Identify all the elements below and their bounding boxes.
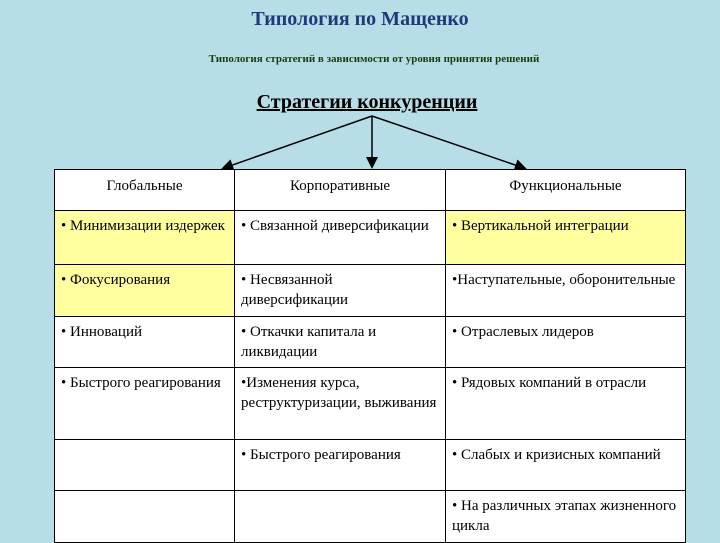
table-cell: • На различных этапах жизненного цикла [446, 491, 686, 543]
table-cell [55, 491, 235, 543]
table-cell: • Минимизации издержек [55, 211, 235, 265]
table-row [55, 491, 686, 543]
table-header-row [55, 170, 686, 211]
diagram-heading: Стратегии конкуренции [256, 91, 478, 113]
table-cell: • Отраслевых лидеров [446, 316, 686, 368]
table-cell: • Быстрого реагирования [55, 368, 235, 440]
table-row [55, 440, 686, 491]
page-subtitle: Типология стратегий в зависимости от уровня принятия решений [208, 53, 540, 65]
table-row [55, 211, 686, 265]
table-cell: • Фокусирования [55, 265, 235, 317]
page-title: Типология по Мащенко [251, 8, 469, 30]
arrow-right [372, 116, 524, 168]
table-cell: • Быстрого реагирования [235, 440, 446, 491]
table-row [55, 316, 686, 368]
header-global: Глобальные [55, 170, 235, 211]
table-cell: • Слабых и кризисных компаний [446, 440, 686, 491]
table-cell: • Несвязанной диверсификации [235, 265, 446, 317]
table-cell: •Наступательные, оборонительные [446, 265, 686, 317]
table-cell: • Вертикальной интеграции [446, 211, 686, 265]
table-row [55, 265, 686, 317]
arrow-left [224, 116, 372, 168]
table-cell [235, 491, 446, 543]
header-functional: Функциональные [446, 170, 686, 211]
table-row [55, 368, 686, 440]
header-corporate: Корпоративные [235, 170, 446, 211]
table-cell: • Связанной диверсификации [235, 211, 446, 265]
table-cell: • Рядовых компаний в отрасли [446, 368, 686, 440]
table-cell: • Инноваций [55, 316, 235, 368]
table-cell: • Откачки капитала и ликвидации [235, 316, 446, 368]
strategy-table [54, 169, 686, 543]
table-cell [55, 440, 235, 491]
table-cell: •Изменения курса, реструктуризации, выживания [235, 368, 446, 440]
